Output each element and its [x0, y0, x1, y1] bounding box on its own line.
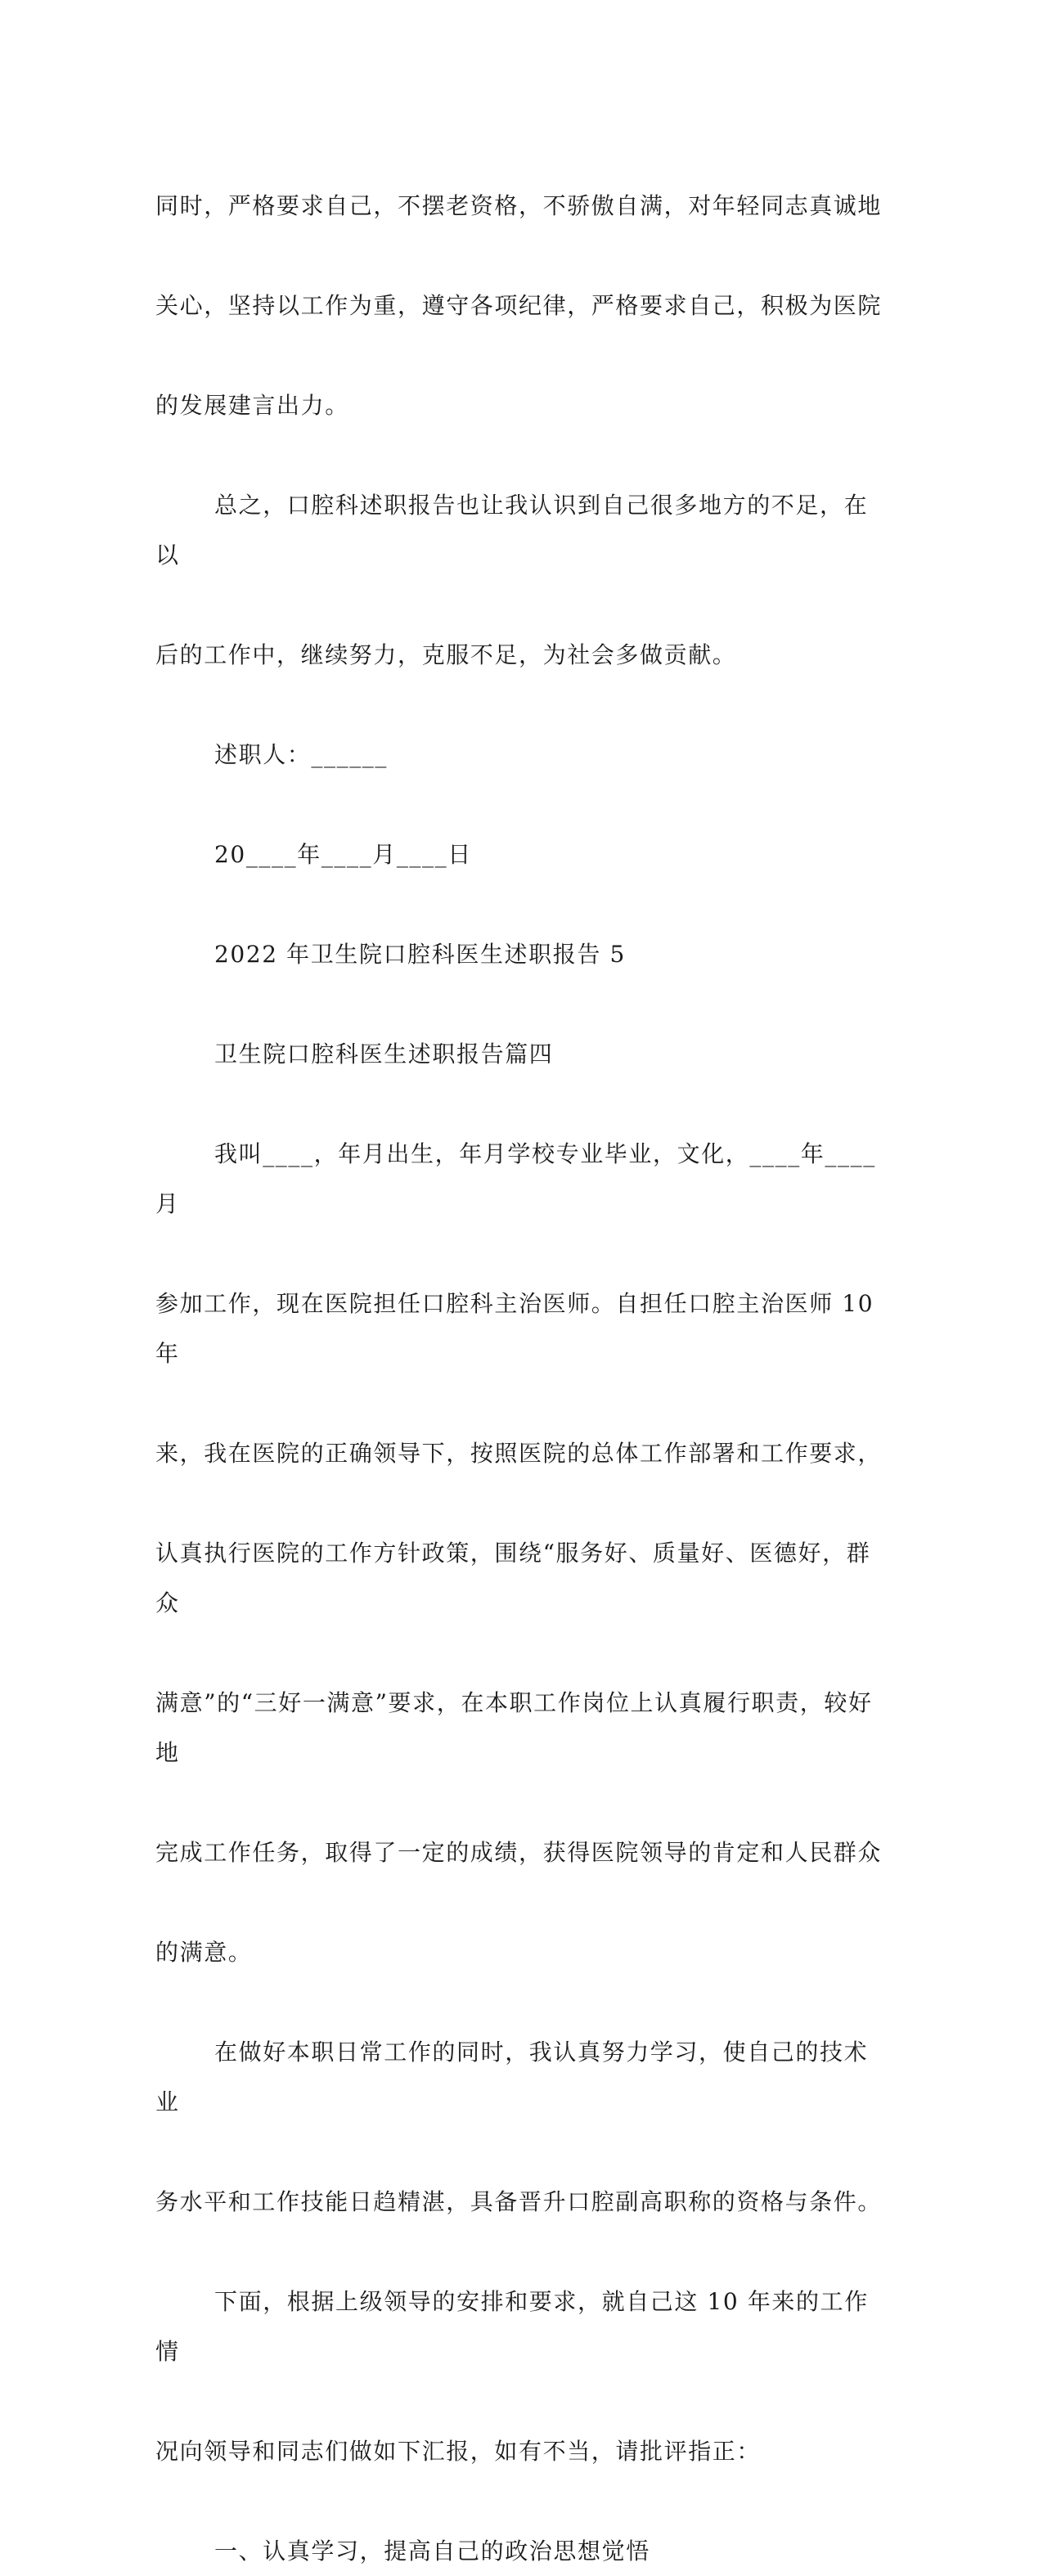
signature-line: [155, 680, 888, 780]
section-title-text: 2022 年卫生院口腔科医生述职报告 5: [214, 941, 626, 968]
subsection-title-text: 卫生院口腔科医生述职报告篇四: [214, 1041, 554, 1068]
text-line: 下面，根据上级领导的安排和要求，就自己这 10 年来的工作情: [155, 2288, 869, 2365]
paragraph-report-intro: [155, 2227, 888, 2476]
text-line: 同时，严格要求自己，不摆老资格，不骄傲自满，对年轻同志真诚地: [155, 192, 883, 219]
text-line: 关心，坚持以工作为重，遵守各项纪律，严格要求自己，积极为医院: [155, 292, 883, 319]
text-line: 的满意。: [155, 1939, 253, 1966]
text-line: 的发展建言出力。: [155, 392, 349, 419]
heading-point-one: [155, 2476, 888, 2576]
heading-point-one-text: 一、认真学习，提高自己的政治思想觉悟: [214, 2538, 650, 2565]
date-line: [155, 780, 888, 879]
paragraph-summary: [155, 430, 888, 680]
text-line: 满意”的“三好一满意”要求，在本职工作岗位上认真履行职责，较好地: [155, 1689, 873, 1766]
paragraph-study: [155, 1977, 888, 2227]
section-title: [155, 879, 888, 979]
text-line: 在做好本职日常工作的同时，我认真努力学习，使自己的技术业: [155, 2039, 869, 2115]
date-text: 20____年____月____日: [214, 841, 472, 868]
paragraph-closing-attitude: [155, 131, 888, 430]
subsection-title: [155, 979, 888, 1079]
text-line: 况向领导和同志们做如下汇报，如有不当，请批评指正：: [155, 2438, 762, 2465]
document-body: [155, 131, 888, 2576]
reporter-label: 述职人：______: [214, 741, 389, 768]
text-line: 参加工作，现在医院担任口腔科主治医师。自担任口腔主治医师 10 年: [155, 1290, 874, 1367]
text-line: 务水平和工作技能日趋精湛，具备晋升口腔副高职称的资格与条件。: [155, 2188, 883, 2215]
text-line: 总之，口腔科述职报告也让我认识到自己很多地方的不足，在以: [155, 492, 869, 569]
text-line: 来，我在医院的正确领导下，按照医院的总体工作部署和工作要求，: [155, 1440, 883, 1467]
text-line: 后的工作中，继续努力，克服不足，为社会多做贡献。: [155, 641, 737, 668]
paragraph-introduction: [155, 1079, 888, 1977]
text-line: 认真执行医院的工作方针政策，围绕“服务好、质量好、医德好，群众: [155, 1540, 871, 1616]
text-line: 我叫____，年月出生，年月学校专业毕业，文化，____年____月: [155, 1140, 876, 1217]
text-line: 完成工作任务，取得了一定的成绩，获得医院领导的肯定和人民群众: [155, 1839, 883, 1866]
